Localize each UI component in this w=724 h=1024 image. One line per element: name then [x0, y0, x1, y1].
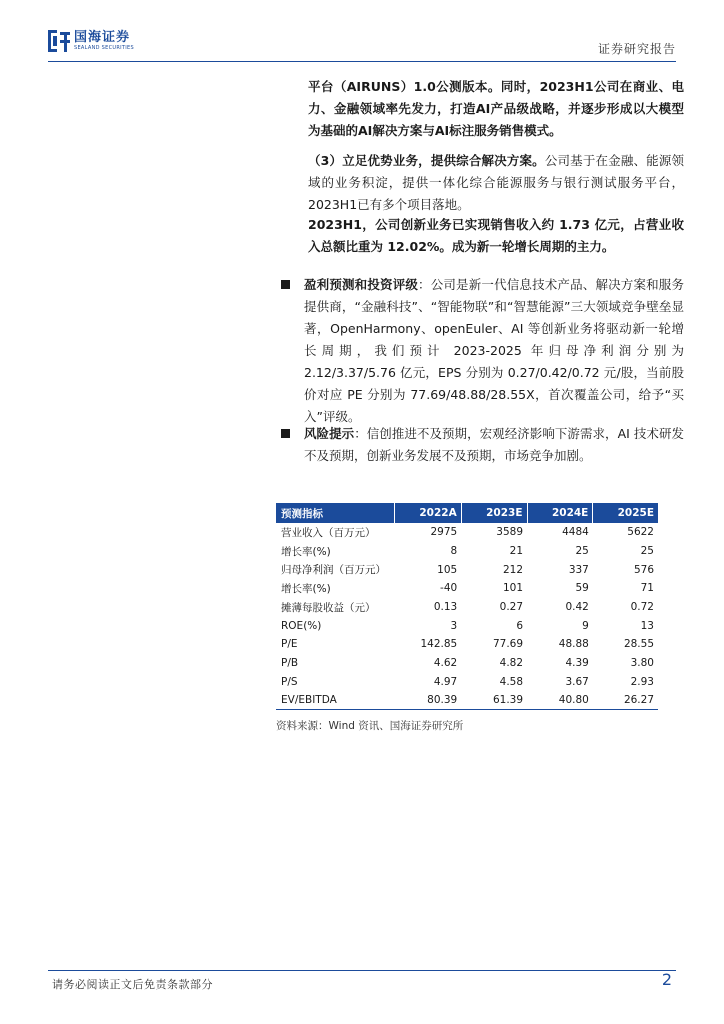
doc-type-label: 证券研究报告: [597, 42, 676, 56]
table-cell: 营业收入（百万元）: [281, 526, 376, 539]
table-cell: 25: [640, 545, 654, 558]
table-cell: 4.97: [433, 675, 458, 688]
bullet-investment-rating: [281, 274, 686, 428]
table-cell: 212: [502, 563, 524, 576]
table-cell: 48.88: [558, 638, 589, 651]
table-cell: 3.67: [565, 675, 589, 688]
page-header: [48, 26, 676, 60]
table-cell: 0.13: [433, 601, 458, 614]
table-cell: 4.82: [499, 657, 524, 670]
table-cell: 2.93: [630, 675, 654, 688]
table-cell: 71: [640, 582, 654, 595]
table-cell: P/B: [281, 657, 299, 670]
square-bullet-icon: [281, 280, 290, 289]
table-cell: 8: [450, 545, 458, 558]
paragraph-solutions: [308, 150, 684, 216]
bullet-investment-rating-body: ：公司是新一代信息技术产品、解决方案和服务提供商，“金融科技”、“智能物联”和“智慧能源”三大领域竞争壁垒显著，OpenHarmony、openEuler、AI 等创新业务将驱动新一轮增长周期，我们预计 2023-2025 年归母净利润分别为2.12/3.37/5.76 亿元，EPS 分别为 0.27/0.42/0.72 元/股，当前股价对应 PE 分别为 77.69/48.88/28.55X，首次覆盖公司，给予“买入”评级。: [304, 277, 684, 424]
table-header-cell: 2024E: [527, 503, 593, 523]
table-cell: 4.58: [499, 675, 524, 688]
table-cell: 增长率(%): [281, 545, 331, 558]
sealand-logo-icon: [48, 30, 70, 52]
table-cell: 5622: [627, 526, 654, 539]
table-cell: 3: [450, 619, 458, 632]
table-cell: P/S: [281, 675, 298, 688]
table-row: [276, 635, 658, 654]
bullet-risk-warning: [281, 423, 686, 467]
paragraph-solutions-body: 公司基于在金融、能源领域的业务积淀，提供一体化综合能源服务与银行测试服务平台，2023H1已有多个项目落地。: [308, 153, 684, 212]
table-row: [276, 542, 658, 561]
table-cell: EV/EBITDA: [276, 691, 394, 710]
table-cell: 归母净利润（百万元）: [281, 564, 386, 577]
table-cell: 101: [502, 582, 524, 595]
table-cell: 59: [575, 582, 589, 595]
table-cell: 105: [437, 563, 458, 576]
table-row: [276, 616, 658, 635]
table-cell: -40: [440, 582, 458, 595]
table-cell: 40.80: [527, 691, 593, 710]
table-cell: 21: [509, 545, 524, 558]
paragraph-airuns: 平台（AIRUNS）1.0公测版本。同时，2023H1公司在商业、电力、金融领域率先发力，打造AI产品级战略，并逐步形成以大模型为基础的AI解决方案与AI标注服务销售模式。: [308, 79, 684, 138]
table-cell: 61.39: [461, 691, 527, 710]
table-row: [276, 523, 658, 542]
table-cell: 4.62: [433, 657, 458, 670]
table-cell: 26.27: [593, 691, 658, 710]
logo-english-name: SEALAND SECURITIES: [74, 45, 134, 51]
bullet-investment-rating-heading: 盈利预测和投资评级: [304, 277, 419, 292]
footer-disclaimer: 请务必阅读正文后免责条款部分: [52, 978, 213, 991]
table-cell: P/E: [281, 638, 298, 651]
header-divider: [48, 61, 676, 62]
table-cell: 摊薄每股收益（元）: [281, 601, 376, 614]
table-row: [276, 560, 658, 579]
forecast-table-container: [276, 503, 658, 710]
table-cell: 13: [640, 619, 654, 632]
table-cell: 25: [575, 545, 589, 558]
table-cell: ROE(%): [281, 619, 322, 632]
table-cell: 0.27: [499, 601, 524, 614]
table-cell: 9: [582, 619, 589, 632]
paragraph-solutions-heading: （3）立足优势业务，提供综合解决方案。: [308, 153, 545, 168]
table-cell: 337: [568, 563, 589, 576]
table-row: [276, 673, 658, 692]
table-cell: 80.39: [394, 691, 461, 710]
table-cell: 4484: [562, 526, 589, 539]
page-number: 2: [661, 970, 672, 989]
table-header-cell: 2025E: [593, 503, 658, 523]
table-cell: 6: [516, 619, 524, 632]
bullet-risk-warning-heading: 风险提示: [304, 426, 355, 441]
table-cell: 0.72: [630, 601, 654, 614]
paragraph-innovation-revenue: 2023H1，公司创新业务已实现销售收入约 1.73 亿元，占营业收入总额比重为 12.02%。成为新一轮增长周期的主力。: [308, 217, 684, 254]
bullet-risk-warning-body: ：信创推进不及预期，宏观经济影响下游需求，AI 技术研发不及预期，创新业务发展不及预期，市场竞争加剧。: [304, 426, 684, 463]
table-cell: 2975: [430, 526, 458, 539]
logo-chinese-name: 国海证券: [74, 30, 131, 45]
table-cell: 3589: [496, 526, 524, 539]
table-cell: 142.85: [420, 638, 458, 651]
table-header-cell: 2022A: [394, 503, 461, 523]
table-cell: 28.55: [623, 638, 654, 651]
table-cell: 77.69: [492, 638, 524, 651]
table-cell: 4.39: [565, 657, 589, 670]
table-row: [276, 579, 658, 598]
table-cell: 0.42: [565, 601, 589, 614]
footer-divider: [48, 970, 676, 971]
table-cell: 3.80: [630, 657, 654, 670]
table-header-cell: 预测指标: [276, 503, 394, 523]
table-row: [276, 654, 658, 673]
table-row: [276, 598, 658, 617]
table-source-note: 资料来源：Wind 资讯、国海证券研究所: [276, 720, 464, 732]
table-cell: 576: [633, 563, 654, 576]
table-row: [276, 691, 658, 710]
company-logo: [48, 30, 134, 52]
table-header-cell: 2023E: [461, 503, 527, 523]
forecast-table: [276, 503, 658, 710]
table-cell: 增长率(%): [281, 582, 331, 595]
table-header-row: [276, 503, 658, 523]
square-bullet-icon: [281, 429, 290, 438]
